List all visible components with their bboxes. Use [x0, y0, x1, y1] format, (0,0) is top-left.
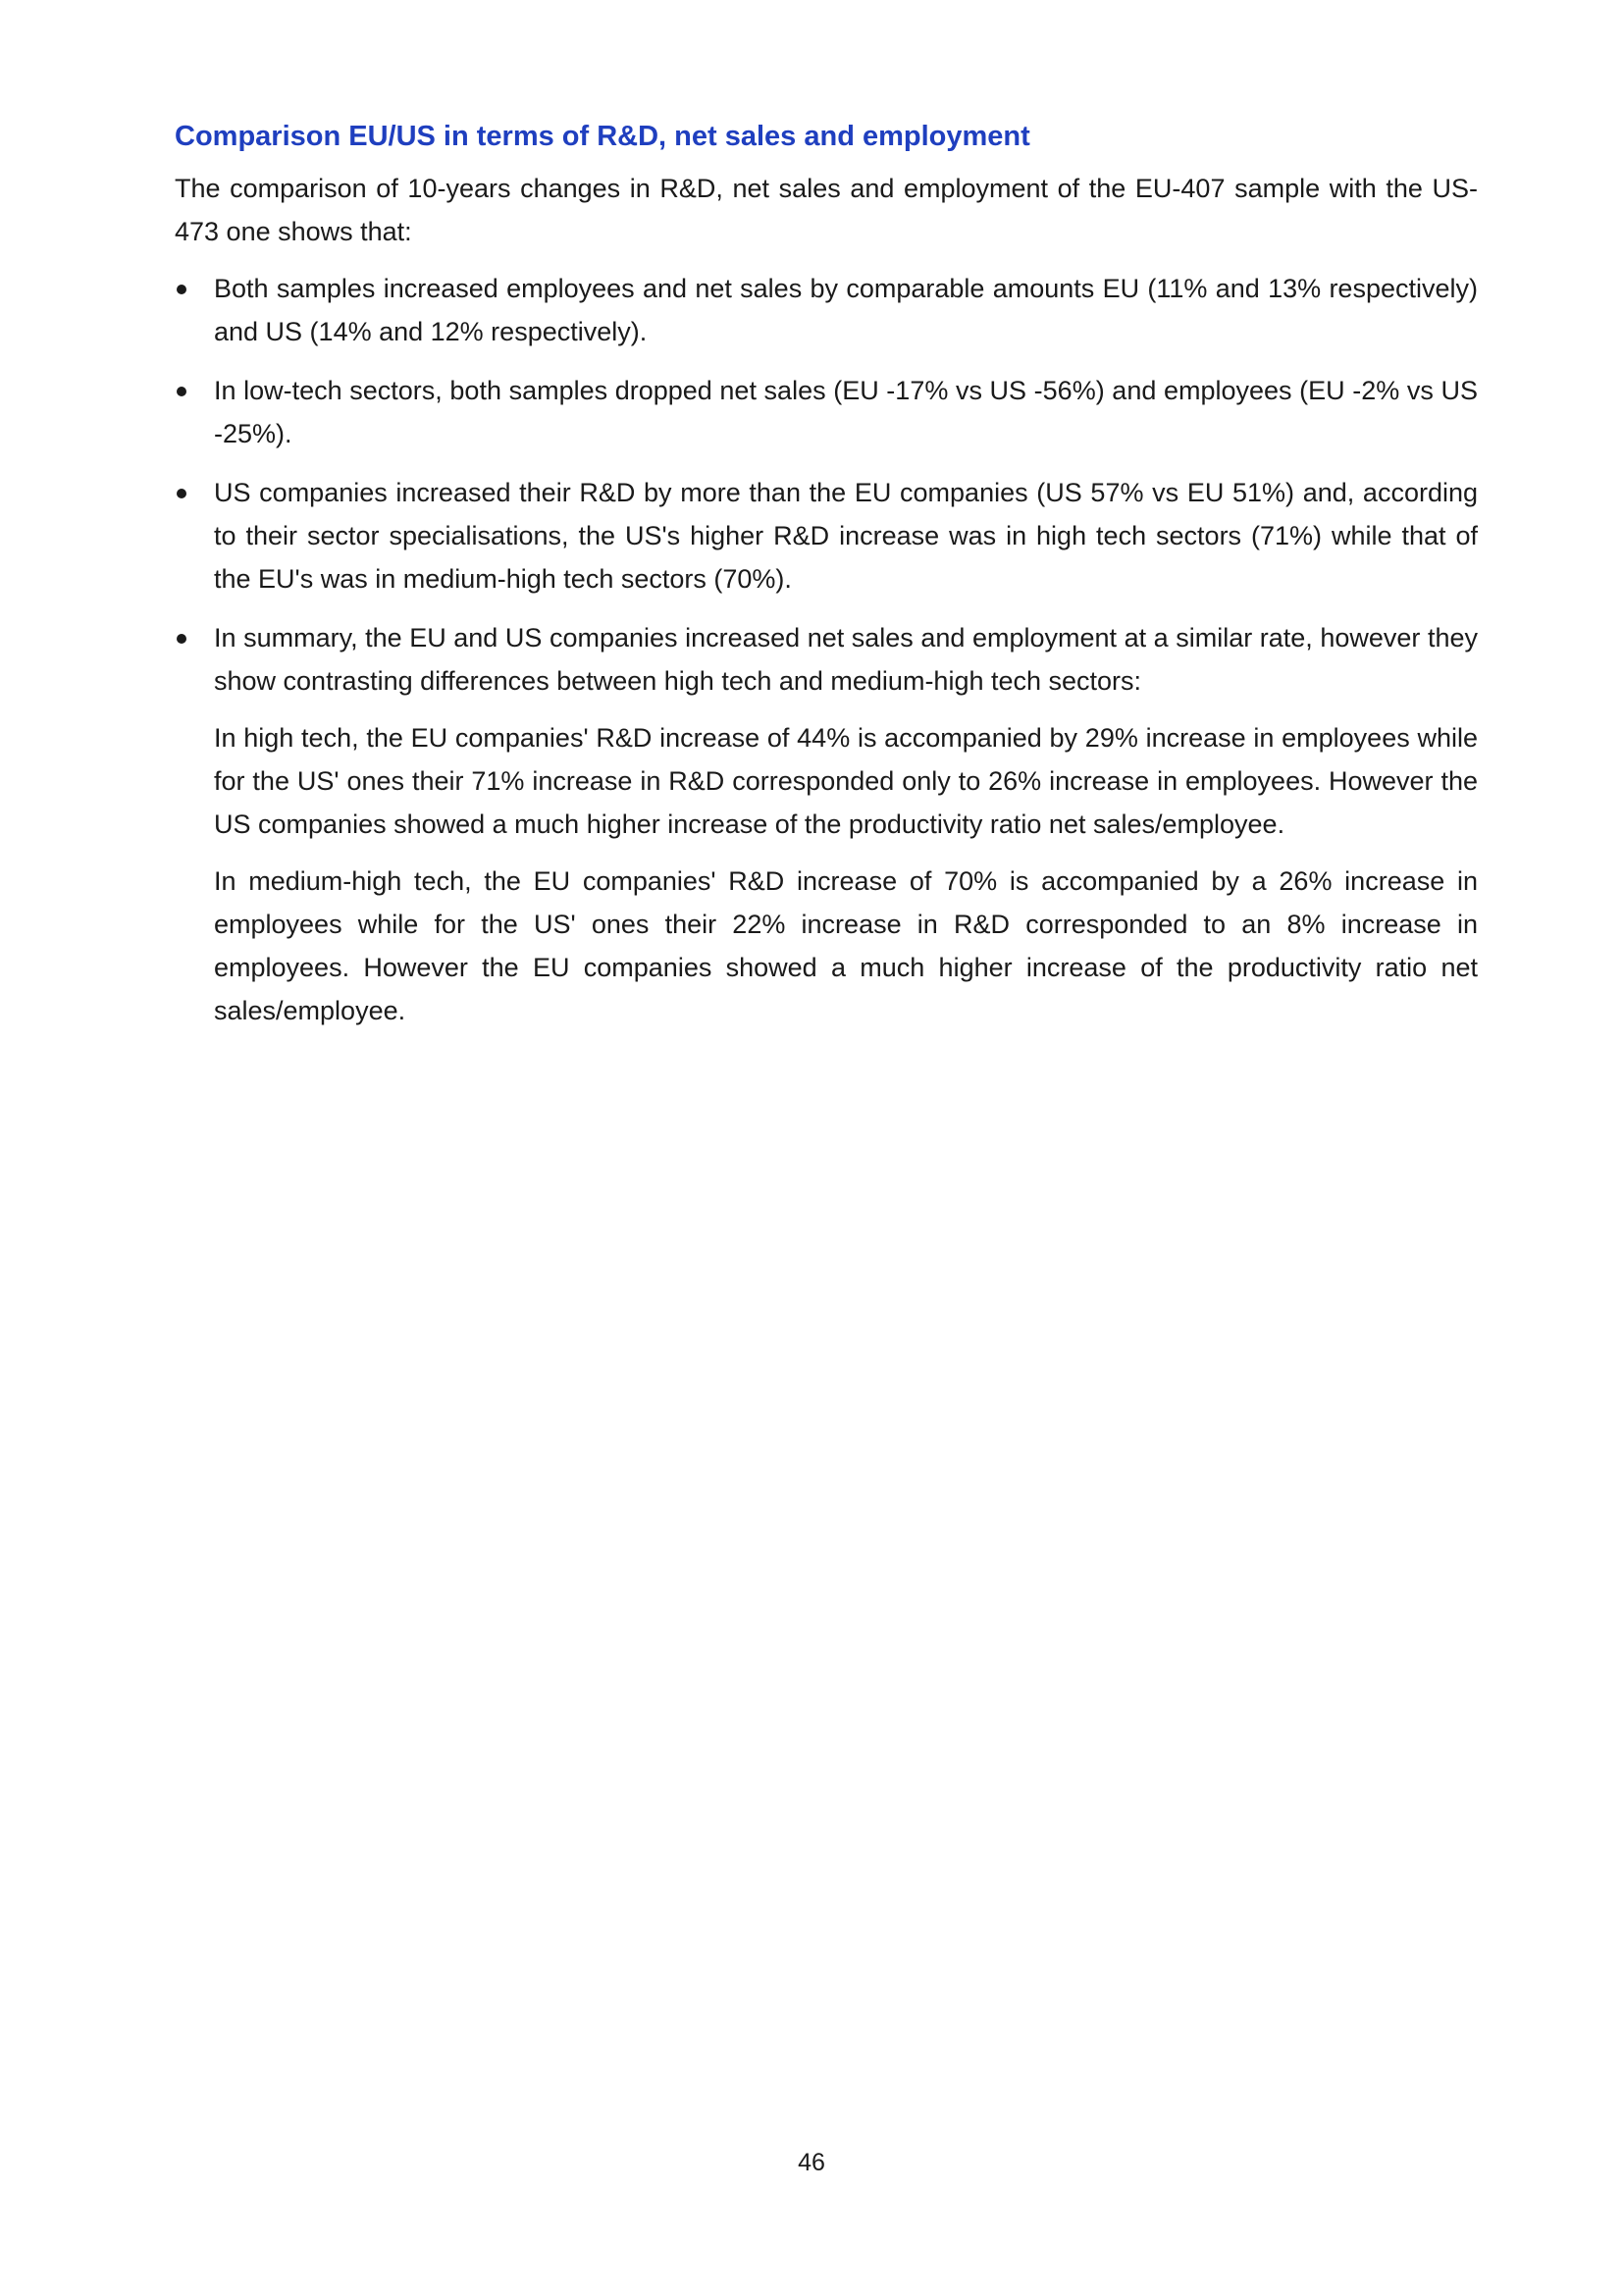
bullet-text: In summary, the EU and US companies increased net sales and employment at a similar rate, however they show contrasting differences between high tech and medium-high tech sectors: [214, 623, 1478, 696]
bullet-icon [177, 489, 186, 498]
bullet-list [175, 267, 1478, 1032]
list-item [175, 616, 1478, 1032]
document-page [175, 116, 1478, 1048]
page-number: 46 [798, 2149, 825, 2176]
bullet-icon [177, 285, 186, 294]
list-item [175, 471, 1478, 600]
bullet-text: In low-tech sectors, both samples dropped net sales (EU -17% vs US -56%) and employees (EU -2% vs US -25%). [214, 376, 1478, 448]
sub-paragraph-medium-high-tech: In medium-high tech, the EU companies' R&D increase of 70% is accompanied by a 26% increase in employees while for the US' ones their 22% increase in R&D corresponded to an 8% increase in employees. However the EU companies showed a much higher increase of the productivity ratio net sales/employee. [214, 866, 1478, 1025]
bullet-text: Both samples increased employees and net sales by comparable amounts EU (11% and 13% respectively) and US (14% and 12% respectively). [214, 274, 1478, 346]
bullet-icon [177, 634, 186, 644]
intro-paragraph: The comparison of 10-years changes in R&D, net sales and employment of the EU-407 sample with the US-473 one shows that: [175, 174, 1478, 246]
bullet-icon [177, 387, 186, 396]
list-item [175, 267, 1478, 353]
sub-paragraph-high-tech: In high tech, the EU companies' R&D increase of 44% is accompanied by 29% increase in employees while for the US' ones their 71% increase in R&D corresponded only to 26% increase in employees. However the US companies showed a much higher increase of the productivity ratio net sales/employee. [214, 723, 1478, 839]
section-heading: Comparison EU/US in terms of R&D, net sales and employment [175, 121, 1030, 152]
list-item [175, 369, 1478, 455]
bullet-text: US companies increased their R&D by more than the EU companies (US 57% vs EU 51%) and, according to their sector specialisations, the US's higher R&D increase was in high tech sectors (71%) while that of the EU's was in medium-high tech sectors (70%). [214, 478, 1478, 594]
